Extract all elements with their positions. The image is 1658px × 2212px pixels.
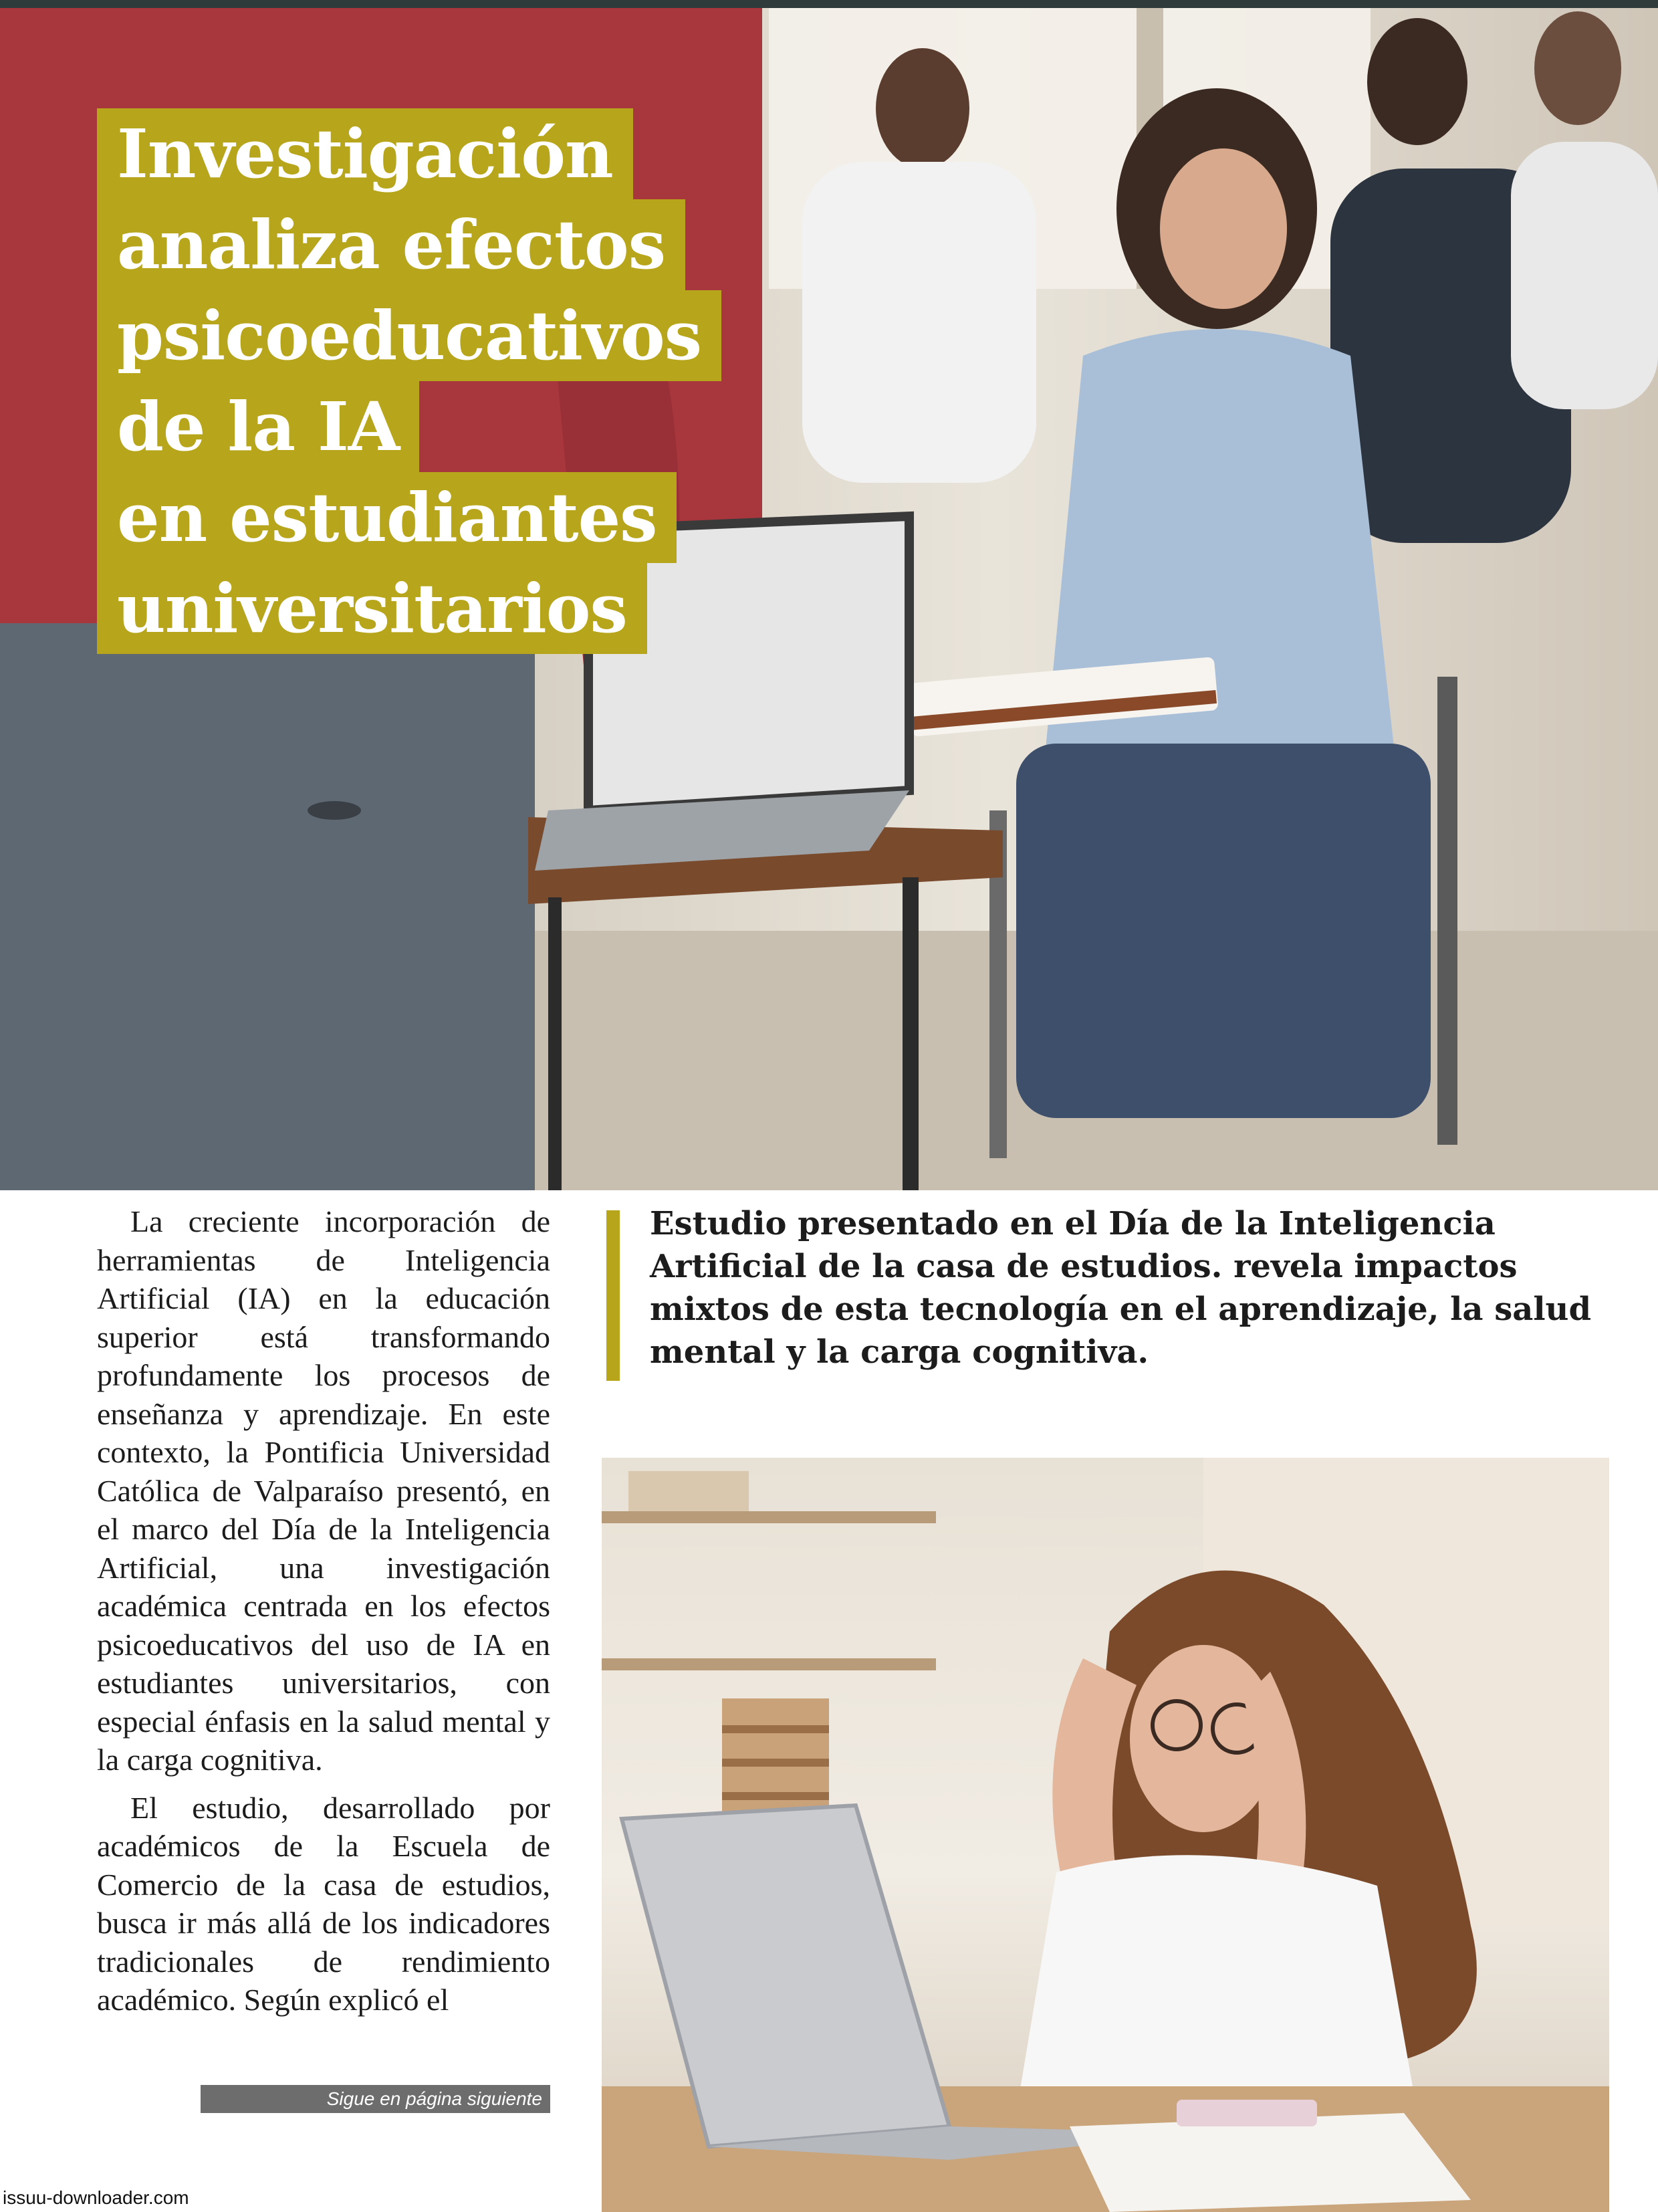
title-line-5: en estudiantes [97, 472, 677, 563]
article-body [97, 1202, 550, 2029]
title-line-1: Investigación [97, 108, 633, 199]
title-line-3: psicoeducativos [97, 290, 721, 381]
article-lead: Estudio presentado en el Día de la Inteligencia Artificial de la casa de estudios. revela impactos mixtos de esta tecnología en el aprendizaje, la salud mental y la carga cognitiva. [650, 1205, 1592, 1371]
article-title [97, 108, 721, 654]
lead-accent-bar [606, 1210, 620, 1381]
top-rule [0, 0, 1658, 8]
title-line-6: universitarios [97, 563, 647, 654]
watermark: issuu-downloader.com [3, 2187, 189, 2208]
continue-on-next-page: Sigue en página siguiente [201, 2085, 550, 2113]
body-paragraph-2: El estudio, desarrollado por académicos de la Escuela de Comercio de la casa de estudios, busca ir más allá de los indicadores tradicionales de rendimiento académico. Según explicó el [97, 1790, 550, 2017]
title-line-2: analiza efectos [97, 199, 685, 290]
hero-photo [0, 8, 1658, 1190]
body-paragraph-1: La creciente incorporación de herramientas de Inteligencia Artificial (IA) en la educación superior está transformando profundamente los procesos de enseñanza y aprendizaje. En este contexto, la Pontificia Universidad Católica de Valparaíso presentó, en el marco del Día de la Inteligencia Artificial, una investigación académica centrada en los efectos psicoeducativos del uso de IA en estudiantes universitarios, con especial énfasis en la salud mental y la carga cognitiva. [97, 1204, 550, 1777]
stressed-student-illustration [602, 1458, 1609, 2212]
student-photo [602, 1458, 1609, 2212]
title-line-4: de la IA [97, 381, 419, 472]
